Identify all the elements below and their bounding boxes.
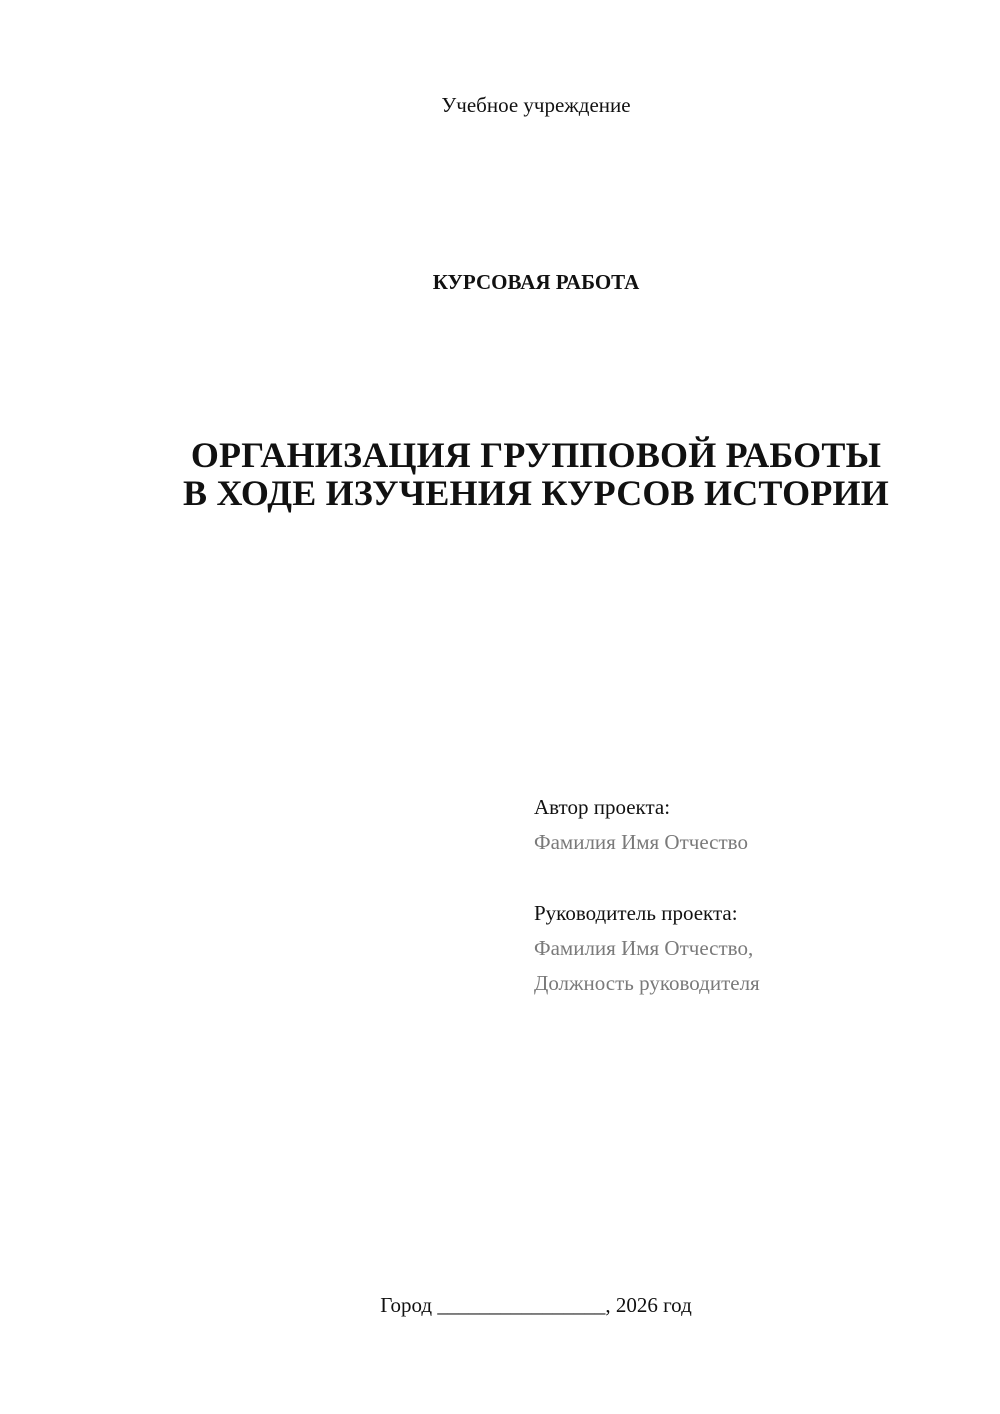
credits-spacer bbox=[534, 860, 974, 896]
institution-name: Учебное учреждение bbox=[441, 93, 631, 117]
supervisor-name: Фамилия Имя Отчество, bbox=[534, 936, 754, 960]
city-year-line: Город ________________, 2026 год bbox=[380, 1293, 692, 1317]
author-name: Фамилия Имя Отчество bbox=[534, 830, 748, 854]
credits-block bbox=[534, 790, 974, 1001]
document-title bbox=[0, 436, 1000, 512]
document-title-line-1: ОРГАНИЗАЦИЯ ГРУППОВОЙ РАБОТЫ bbox=[190, 435, 882, 475]
supervisor-label: Руководитель проекта: bbox=[534, 901, 738, 925]
author-label: Автор проекта: bbox=[534, 795, 671, 819]
document-type: КУРСОВАЯ РАБОТА bbox=[432, 270, 640, 294]
supervisor-position: Должность руководителя bbox=[534, 971, 760, 995]
document-title-line-2: В ХОДЕ ИЗУЧЕНИЯ КУРСОВ ИСТОРИИ bbox=[183, 473, 889, 513]
